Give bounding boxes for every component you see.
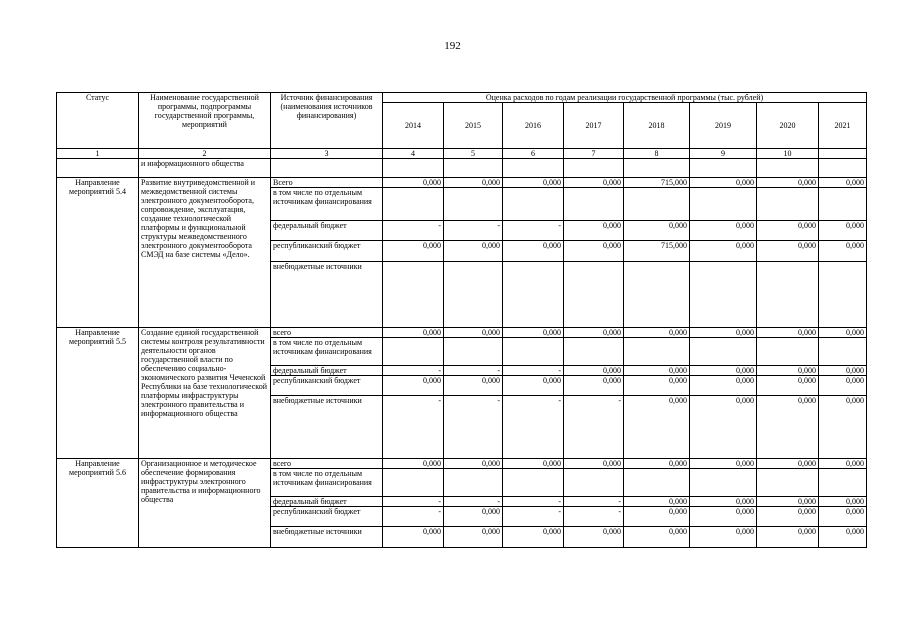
column-number: 2 — [139, 149, 271, 159]
source-label: всего — [271, 459, 383, 469]
value-cell: - — [503, 497, 564, 507]
value-cell: 0,000 — [624, 221, 690, 241]
value-cell: 0,000 — [690, 366, 757, 376]
value-cell: 0,000 — [690, 376, 757, 396]
value-cell: 0,000 — [444, 178, 503, 188]
source-label: республиканский бюджет — [271, 507, 383, 527]
column-number: 7 — [564, 149, 624, 159]
value-cell: - — [444, 366, 503, 376]
column-number: 8 — [624, 149, 690, 159]
value-cell: 0,000 — [444, 507, 503, 527]
value-cell: 0,000 — [624, 507, 690, 527]
value-cell: 0,000 — [757, 497, 819, 507]
source-label: республиканский бюджет — [271, 241, 383, 262]
source-label: внебюджетные источники — [271, 396, 383, 459]
value-cell: - — [444, 497, 503, 507]
measure-name: Создание единой государственной системы контроля результативности деятельности органов государственной власти по обеспечению социально-экономического развития Чеченской Республики на базе технологической платформы инфраструктуры электронного правительства и информационного общества — [139, 328, 271, 459]
header-status: Статус — [57, 93, 139, 149]
value-cell: - — [564, 497, 624, 507]
value-cell: - — [383, 366, 444, 376]
source-label: внебюджетные источники — [271, 527, 383, 548]
header-year: 2016 — [503, 103, 564, 149]
value-cell: - — [503, 221, 564, 241]
value-cell: 0,000 — [383, 376, 444, 396]
value-cell: 0,000 — [819, 241, 867, 262]
value-cell: 715,000 — [624, 241, 690, 262]
value-cell: 0,000 — [383, 459, 444, 469]
value-cell: 0,000 — [383, 527, 444, 548]
source-label: республиканский бюджет — [271, 376, 383, 396]
value-cell: 0,000 — [757, 507, 819, 527]
value-cell: 0,000 — [819, 507, 867, 527]
table-row — [57, 178, 867, 188]
value-cell: 0,000 — [564, 376, 624, 396]
source-label: всего — [271, 328, 383, 338]
source-label: в том числе по отдельным источникам финансирования — [271, 469, 383, 497]
table-row — [57, 159, 867, 178]
value-cell: 715,000 — [624, 178, 690, 188]
value-cell: 0,000 — [503, 328, 564, 338]
source-label: в том числе по отдельным источникам финансирования — [271, 338, 383, 366]
header-year: 2017 — [564, 103, 624, 149]
value-cell: 0,000 — [503, 241, 564, 262]
value-cell: 0,000 — [690, 328, 757, 338]
value-cell: - — [444, 396, 503, 459]
column-number: 6 — [503, 149, 564, 159]
value-cell: 0,000 — [757, 221, 819, 241]
column-number: 3 — [271, 149, 383, 159]
value-cell: 0,000 — [624, 527, 690, 548]
value-cell: 0,000 — [757, 366, 819, 376]
value-cell: 0,000 — [690, 221, 757, 241]
table-row — [57, 459, 867, 469]
value-cell: 0,000 — [624, 497, 690, 507]
source-label: федеральный бюджет — [271, 366, 383, 376]
value-cell: 0,000 — [564, 178, 624, 188]
column-number: 4 — [383, 149, 444, 159]
table-row — [57, 328, 867, 338]
value-cell: 0,000 — [690, 507, 757, 527]
value-cell: - — [564, 507, 624, 527]
value-cell: 0,000 — [819, 328, 867, 338]
value-cell: 0,000 — [444, 459, 503, 469]
source-label: Всего — [271, 178, 383, 188]
budget-table — [56, 92, 867, 548]
value-cell: 0,000 — [624, 459, 690, 469]
header-year: 2014 — [383, 103, 444, 149]
value-cell: 0,000 — [819, 497, 867, 507]
value-cell: 0,000 — [383, 328, 444, 338]
value-cell: 0,000 — [444, 527, 503, 548]
value-cell: 0,000 — [503, 178, 564, 188]
value-cell: 0,000 — [564, 459, 624, 469]
measure-status: Направление мероприятий 5.6 — [57, 459, 139, 548]
value-cell: 0,000 — [564, 221, 624, 241]
measure-name: Организационное и методическое обеспечение формирования инфраструктуры электронного правительства и информационного общества — [139, 459, 271, 548]
header-year: 2021 — [819, 103, 867, 149]
value-cell: - — [564, 396, 624, 459]
source-label: в том числе по отдельным источникам финансирования — [271, 188, 383, 221]
column-number: 5 — [444, 149, 503, 159]
value-cell: 0,000 — [444, 241, 503, 262]
measure-status: Направление мероприятий 5.4 — [57, 178, 139, 328]
value-cell: 0,000 — [383, 178, 444, 188]
source-label: федеральный бюджет — [271, 221, 383, 241]
value-cell: 0,000 — [690, 497, 757, 507]
measure-name: Развитие внутриведомственной и межведомственной системы электронного документооборота, сопровождение, эксплуатация, создание технологической платформы и функциональной структуры межведомственного электронного документооборота СМЭД на базе системы «Дело». — [139, 178, 271, 328]
value-cell: 0,000 — [690, 396, 757, 459]
column-numbers-row — [57, 149, 867, 159]
header-name: Наименование государственной программы, подпрограммы государственной программы, мероприятий — [139, 93, 271, 149]
value-cell: 0,000 — [819, 366, 867, 376]
value-cell: 0,000 — [757, 376, 819, 396]
value-cell: 0,000 — [819, 376, 867, 396]
header-year: 2018 — [624, 103, 690, 149]
value-cell: 0,000 — [819, 178, 867, 188]
value-cell: 0,000 — [690, 241, 757, 262]
column-number: 9 — [690, 149, 757, 159]
value-cell: 0,000 — [624, 328, 690, 338]
column-number: 1 — [57, 149, 139, 159]
value-cell: 0,000 — [819, 221, 867, 241]
value-cell: 0,000 — [757, 396, 819, 459]
measure-status: Направление мероприятий 5.5 — [57, 328, 139, 459]
value-cell: 0,000 — [757, 241, 819, 262]
header-row — [57, 93, 867, 103]
value-cell: 0,000 — [757, 459, 819, 469]
value-cell: 0,000 — [503, 376, 564, 396]
value-cell: 0,000 — [624, 366, 690, 376]
value-cell: 0,000 — [819, 396, 867, 459]
value-cell: - — [444, 221, 503, 241]
column-number: 10 — [757, 149, 819, 159]
value-cell: 0,000 — [503, 527, 564, 548]
header-year: 2020 — [757, 103, 819, 149]
value-cell: - — [383, 507, 444, 527]
measure-name: и информационного общества — [139, 159, 271, 178]
value-cell: 0,000 — [624, 396, 690, 459]
value-cell: 0,000 — [819, 527, 867, 548]
value-cell: 0,000 — [690, 178, 757, 188]
value-cell: 0,000 — [690, 527, 757, 548]
source-label: федеральный бюджет — [271, 497, 383, 507]
value-cell: 0,000 — [564, 328, 624, 338]
value-cell: 0,000 — [624, 376, 690, 396]
source-label: внебюджетные источники — [271, 262, 383, 328]
value-cell: 0,000 — [757, 178, 819, 188]
value-cell: - — [503, 366, 564, 376]
page-number: 192 — [444, 40, 461, 52]
value-cell: - — [503, 507, 564, 527]
value-cell: 0,000 — [757, 328, 819, 338]
value-cell: 0,000 — [690, 459, 757, 469]
value-cell: - — [383, 396, 444, 459]
value-cell: - — [383, 497, 444, 507]
value-cell: 0,000 — [503, 459, 564, 469]
value-cell: - — [503, 396, 564, 459]
value-cell: 0,000 — [819, 459, 867, 469]
header-estimate: Оценка расходов по годам реализации государственной программы (тыс. рублей) — [383, 93, 867, 103]
column-number — [819, 149, 867, 159]
header-year: 2015 — [444, 103, 503, 149]
value-cell: 0,000 — [757, 527, 819, 548]
value-cell: 0,000 — [564, 241, 624, 262]
value-cell: 0,000 — [564, 366, 624, 376]
header-source: Источник финансирования (наименования источников финансирования) — [271, 93, 383, 149]
value-cell: 0,000 — [383, 241, 444, 262]
value-cell: - — [383, 221, 444, 241]
value-cell: 0,000 — [444, 376, 503, 396]
header-year: 2019 — [690, 103, 757, 149]
value-cell: 0,000 — [444, 328, 503, 338]
value-cell: 0,000 — [564, 527, 624, 548]
